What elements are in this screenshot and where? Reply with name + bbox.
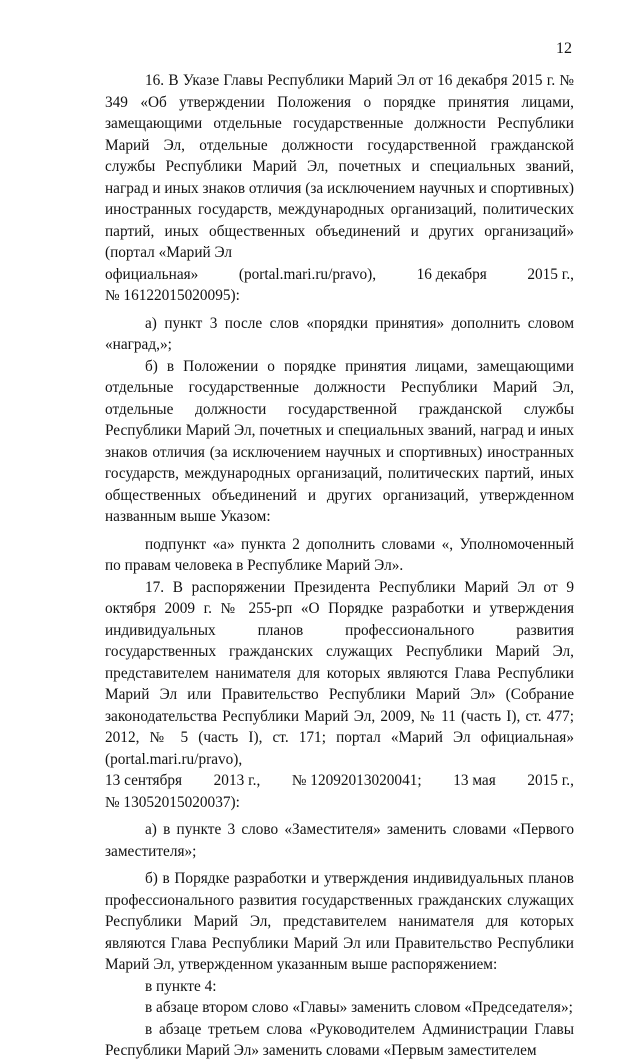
line-segment: 2013 г., — [213, 772, 261, 789]
line-segment: 2015 г., — [527, 772, 574, 789]
line-segment: 13 мая — [453, 772, 496, 789]
line-segment: официальная» — [105, 265, 199, 283]
document-body — [105, 70, 574, 1062]
paragraph-16: 16. В Указе Главы Республики Марий Эл от 16 декабря 2015 г. № 349 «Об утверждении Положения о порядке принятия лицами, замещающими отдельные государственные должности Республики Марий Эл, отдельные должности государственной гражданской службы Республики Марий Эл, почетных и специальных званий, наград и иных знаков отличия (за исключением научных и спортивных) иностранных государств, международных организаций, политических партий, иных общественных объединений и других организаций» (портал «Марий Эл — [105, 72, 574, 261]
page-number: 12 — [556, 40, 572, 57]
item-17-b-point-4: в пункте 4: — [145, 977, 217, 995]
line-segment: (portal.mari.ru/pravo), — [238, 265, 377, 283]
line-segment: 2015 г., — [527, 265, 574, 283]
paragraph-17-justified-line — [105, 770, 574, 792]
paragraph-17: 17. В распоряжении Президента Республики Марий Эл от 9 октября 2009 г. № 255-рп «О Порядке разработки и утверждения индивидуальных планов профессионального развития государственных гражданских служащих Республики Марий Эл, представителем нанимателя для которых являются Глава Республики Марий Эл или Правительство Республики Марий Эл» (Собрание законодательства Республики Марий Эл, 2009, № 11 (часть I), ст. 477; 2012, № 5 (часть I), ст. 171; портал «Марий Эл официальная» (portal.mari.ru/pravo), — [105, 578, 574, 768]
line-segment: 16 декабря — [416, 265, 487, 283]
line-segment: 13 сентября — [105, 772, 183, 789]
item-17-b: б) в Порядке разработки и утверждения индивидуальных планов профессионального развития государственных гражданских служащих Республики Марий Эл, представителем нанимателя для которых являются Глава Республики Марий Эл или Правительство Республики Марий Эл, утвержденном указанным выше распоряжением: — [105, 870, 574, 973]
item-16-b: б) в Положении о порядке принятия лицами, замещающими отдельные государственные должности Республики Марий Эл, отдельные должности государственной гражданской службы Республики Марий Эл, почетных и специальных званий, наград и иных знаков отличия (за исключением научных и спортивных) иностранных государств, международных организаций, политических партий, иных общественных объединений и других организаций, утвержденном названным выше Указом: — [105, 357, 574, 525]
paragraph-17-end: № 13052015020037): — [105, 793, 240, 811]
paragraph-16-justified-line — [105, 264, 574, 286]
item-17-b-paragraph-3: в абзаце третьем слова «Руководителем Администрации Главы Республики Марий Эл» заменить словами «Первым заместителем — [105, 1020, 574, 1059]
item-17-a: а) в пункте 3 слово «Заместителя» заменить словами «Первого заместителя»; — [105, 821, 574, 860]
item-17-b-paragraph-2: в абзаце втором слово «Главы» заменить словом «Председателя»; — [145, 999, 573, 1016]
item-16-b-subitem: подпункт «а» пункта 2 дополнить словами «, Уполномоченный по правам человека в Республике Марий Эл». — [105, 535, 574, 574]
line-segment: № 12092013020041; — [291, 772, 422, 789]
item-16-a: а) пункт 3 после слов «порядки принятия» дополнить словом «наград,»; — [105, 314, 574, 353]
paragraph-16-end: № 16122015020095): — [105, 287, 240, 304]
